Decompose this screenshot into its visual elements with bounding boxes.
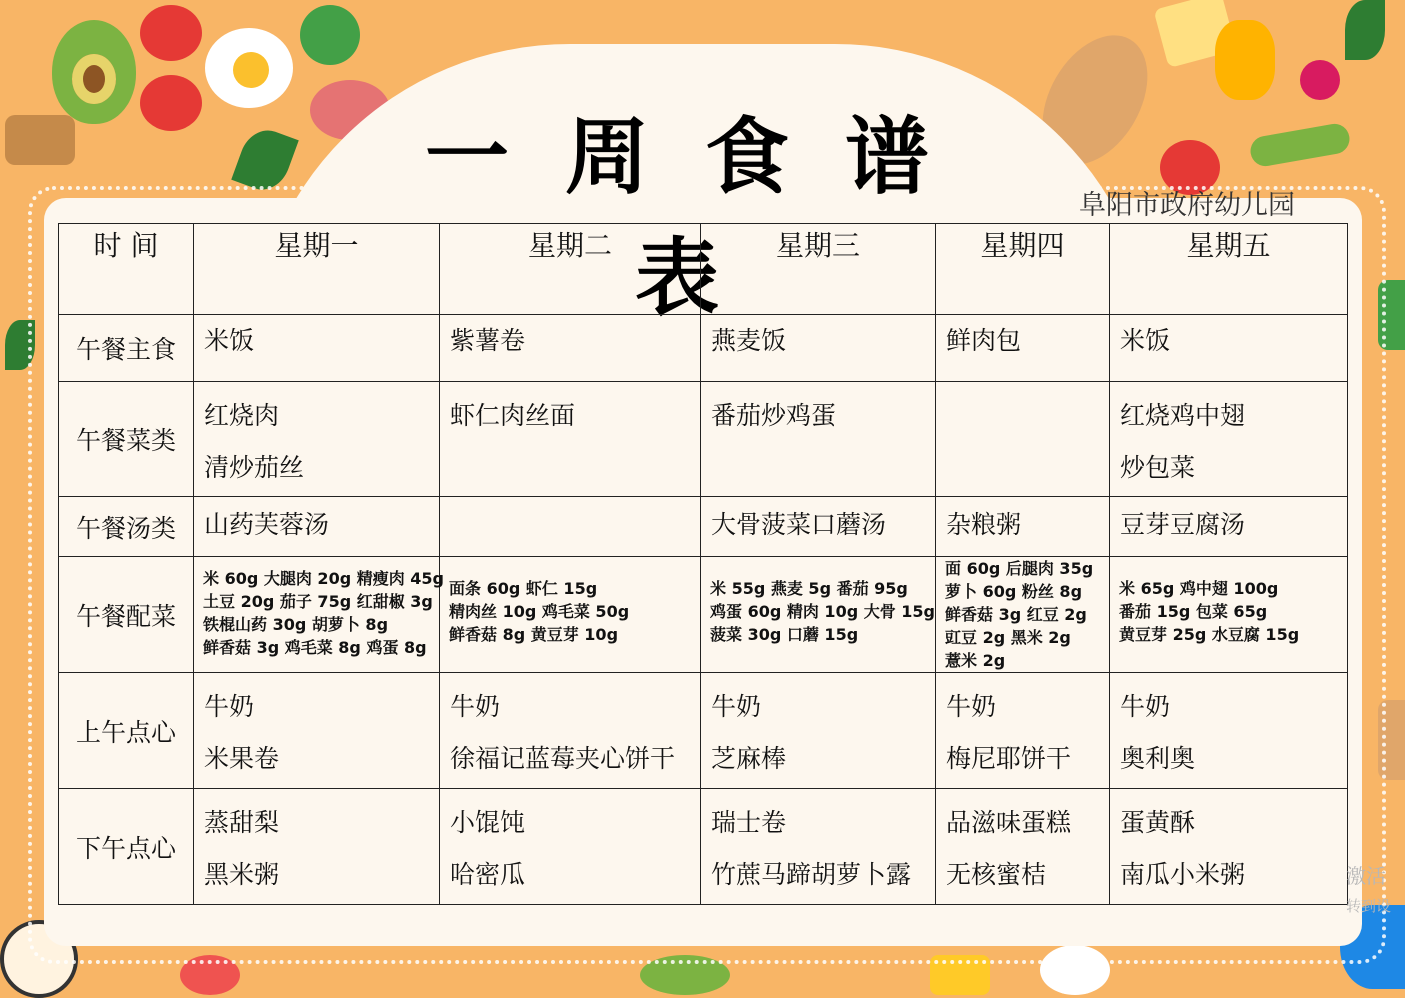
menu-cell: 紫薯卷 [440,315,701,382]
menu-cell: 蒸甜梨 黑米粥 [194,789,440,905]
table-row [59,789,1348,905]
row-label: 午餐汤类 [59,497,194,557]
menu-cell: 大骨菠菜口蘑汤 [701,497,936,557]
activation-watermark: 激活 [1346,864,1386,888]
menu-cell: 燕麦饭 [701,315,936,382]
menu-cell [440,497,701,557]
menu-cell: 番茄炒鸡蛋 [701,382,936,497]
page-title: 一周食谱表 [424,108,985,327]
table-row [59,315,1348,382]
menu-cell: 牛奶 徐福记蓝莓夹心饼干 [440,673,701,789]
menu-cell: 红烧肉 清炒茄丝 [194,382,440,497]
menu-cell: 品滋味蛋糕 无核蜜桔 [936,789,1110,905]
menu-cell: 瑞士卷 竹蔗马蹄胡萝卜露 [701,789,936,905]
row-label: 午餐主食 [59,315,194,382]
table-row [59,673,1348,789]
row-label: 上午点心 [59,673,194,789]
table-row [59,557,1348,673]
menu-cell: 牛奶 米果卷 [194,673,440,789]
menu-cell: 小馄饨 哈密瓜 [440,789,701,905]
jar-icon [5,115,75,165]
row-label: 午餐配菜 [59,557,194,673]
weekly-menu-table [58,223,1348,905]
school-name: 阜阳市政府幼儿园 [1079,190,1295,221]
avocado-icon [52,20,136,124]
menu-cell: 虾仁肉丝面 [440,382,701,497]
menu-cell: 红烧鸡中翅 炒包菜 [1110,382,1348,497]
ingredients-cell: 米 65g 鸡中翅 100g 番茄 15g 包菜 65g 黄豆芽 25g 水豆腐 15g [1110,557,1348,673]
header-monday: 星期一 [194,224,440,315]
header-time: 时 间 [59,224,194,315]
peas-icon [1248,122,1352,169]
menu-cell: 鲜肉包 [936,315,1110,382]
fried-egg-icon [205,28,293,108]
pepper-icon [1215,20,1275,100]
menu-cell: 米饭 [194,315,440,382]
menu-cell: 牛奶 奥利奥 [1110,673,1348,789]
radish-icon [1300,60,1340,100]
table-row [59,497,1348,557]
table-header-row [59,224,1348,315]
menu-cell: 蛋黄酥 南瓜小米粥 [1110,789,1348,905]
header-friday: 星期五 [1110,224,1348,315]
ingredients-cell: 面 60g 后腿肉 35g 萝卜 60g 粉丝 8g 鲜香菇 3g 红豆 2g 豇豆 2g 黑米 2g 薏米 2g [936,557,1110,673]
table-row [59,382,1348,497]
header-thursday: 星期四 [936,224,1110,315]
menu-cell [936,382,1110,497]
ingredients-cell: 面条 60g 虾仁 15g 精肉丝 10g 鸡毛菜 50g 鲜香菇 8g 黄豆芽 10g [440,557,701,673]
menu-cell: 豆芽豆腐汤 [1110,497,1348,557]
ingredients-cell: 米 60g 大腿肉 20g 精瘦肉 45g 土豆 20g 茄子 75g 红甜椒 3g 铁棍山药 30g 胡萝卜 8g 鲜香菇 3g 鸡毛菜 8g 鸡蛋 8g [194,557,440,673]
header-wednesday: 星期三 [701,224,936,315]
leaf-icon [1345,0,1385,60]
broccoli-icon [300,5,360,65]
tomato-icon [140,5,202,61]
menu-cell: 山药芙蓉汤 [194,497,440,557]
activation-watermark-sub: 转到设 [1346,897,1392,915]
row-label: 下午点心 [59,789,194,905]
row-label: 午餐菜类 [59,382,194,497]
menu-cell: 米饭 [1110,315,1348,382]
header-tuesday: 星期二 [440,224,701,315]
tomato-icon [140,75,202,131]
menu-cell: 牛奶 芝麻棒 [701,673,936,789]
menu-cell: 牛奶 梅尼耶饼干 [936,673,1110,789]
menu-cell: 杂粮粥 [936,497,1110,557]
ingredients-cell: 米 55g 燕麦 5g 番茄 95g 鸡蛋 60g 精肉 10g 大骨 15g 菠菜 30g 口蘑 15g [701,557,936,673]
